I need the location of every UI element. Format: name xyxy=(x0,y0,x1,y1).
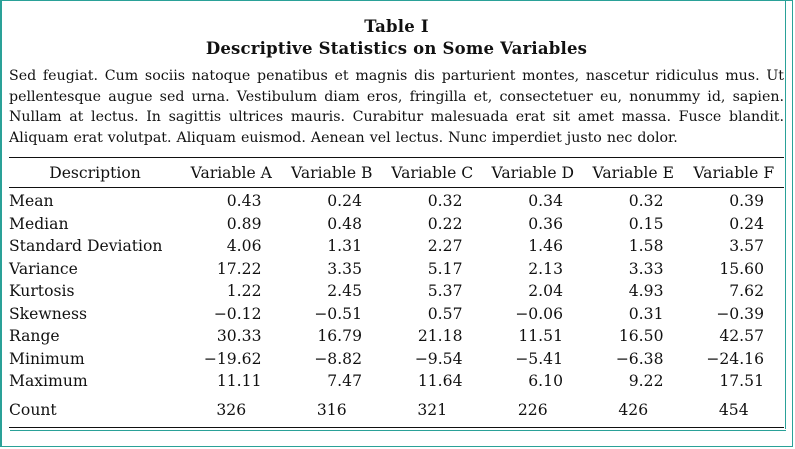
table-row-count xyxy=(9,393,784,427)
column-header-variable-d: Variable D xyxy=(491,163,575,182)
row-label: Variance xyxy=(9,259,78,278)
column-header-variable-c: Variable C xyxy=(391,163,474,182)
caption-line: Nullam at lectus. In sagittis ultrices mauris. Curabitur malesuada erat sit amet massa. Fusce blandit. xyxy=(9,109,784,125)
table-row xyxy=(9,235,784,258)
table-cell: 42.57 xyxy=(719,327,764,346)
table-row xyxy=(9,258,784,281)
table-cell: 2.27 xyxy=(427,237,463,256)
row-label: Minimum xyxy=(9,349,85,368)
table-cell: 1.46 xyxy=(528,237,563,256)
table-cell: 9.22 xyxy=(628,372,664,391)
row-label: Mean xyxy=(9,192,54,211)
table-cell: 2.45 xyxy=(327,282,362,301)
table-cell: 0.22 xyxy=(427,214,463,233)
table-cell: 426 xyxy=(618,400,649,419)
column-header-variable-b: Variable B xyxy=(291,163,373,182)
table-cell: 30.33 xyxy=(216,327,262,346)
table-cell: 2.13 xyxy=(528,259,563,278)
table-cell: 1.58 xyxy=(628,237,664,256)
table-cell: 0.32 xyxy=(427,192,463,211)
table-bottom-rule xyxy=(9,427,784,428)
table-cell: 11.64 xyxy=(417,372,463,391)
table-cell: 0.15 xyxy=(628,214,664,233)
table-row xyxy=(9,348,784,371)
table-cell: 16.50 xyxy=(618,327,664,346)
table-cell: 1.31 xyxy=(327,237,362,256)
table-cell: 21.18 xyxy=(417,327,463,346)
table-cell: −19.62 xyxy=(203,349,262,368)
table-header-row xyxy=(9,158,784,187)
table-cell: 326 xyxy=(216,400,247,419)
table-caption xyxy=(9,66,784,148)
table-cell: 6.10 xyxy=(528,372,563,391)
caption-line: pellentesque augue sed urna. Vestibulum diam eros, fringilla et, consectetuer eu, nonummy id, sapien. xyxy=(9,88,784,105)
table-cell: 0.34 xyxy=(528,192,563,211)
column-header-variable-a: Variable A xyxy=(190,163,272,182)
table-cell: 0.39 xyxy=(729,192,764,211)
table-number: Table I xyxy=(364,17,429,36)
table-row xyxy=(9,213,784,236)
table-cell: −24.16 xyxy=(706,349,764,368)
table-cell: 0.32 xyxy=(628,192,664,211)
table-cell: −8.82 xyxy=(314,349,362,368)
table-row xyxy=(9,303,784,326)
table-cell: 0.36 xyxy=(528,214,563,233)
row-label: Maximum xyxy=(9,372,88,391)
table-cell: 3.57 xyxy=(729,237,764,256)
table-cell: 4.93 xyxy=(628,282,664,301)
table-cell: 0.31 xyxy=(628,304,664,323)
table-cell: 4.06 xyxy=(226,237,262,256)
table-cell: 0.57 xyxy=(427,304,463,323)
table-row xyxy=(9,187,784,213)
table-cell: 17.51 xyxy=(719,372,764,391)
table-cell: −6.38 xyxy=(615,349,664,368)
row-label: Range xyxy=(9,327,60,346)
table-cell: 7.62 xyxy=(729,282,764,301)
table-cell: 2.04 xyxy=(528,282,563,301)
table-cell: 0.48 xyxy=(327,214,362,233)
table-row xyxy=(9,325,784,348)
table-cell: 5.37 xyxy=(427,282,463,301)
row-label: Skewness xyxy=(9,304,87,323)
caption-line: Aliquam erat volutpat. Aliquam euismod. Aenean vel lectus. Nunc imperdiet justo nec dolor. xyxy=(9,129,678,146)
statistics-table xyxy=(9,158,784,427)
column-header-variable-e: Variable E xyxy=(592,163,674,182)
table-cell: 3.35 xyxy=(327,259,362,278)
table-cell: 7.47 xyxy=(327,372,362,391)
table-cell: 0.24 xyxy=(729,214,764,233)
row-label: Kurtosis xyxy=(9,282,75,301)
table-cell: −5.41 xyxy=(515,349,563,368)
caption-line: Sed feugiat. Cum sociis natoque penatibus et magnis dis parturient montes, nascetur ridiculus mus. Ut xyxy=(9,68,784,84)
row-label: Median xyxy=(9,214,69,233)
table-row xyxy=(9,280,784,303)
table-cell: 3.33 xyxy=(628,259,664,278)
table-cell: 0.89 xyxy=(226,214,262,233)
table-cell: −0.39 xyxy=(716,304,764,323)
table-cell: −9.54 xyxy=(414,349,463,368)
table-cell: 15.60 xyxy=(719,259,764,278)
table-cell: 316 xyxy=(316,400,347,419)
table-cell: −0.12 xyxy=(213,304,262,323)
table-cell: 0.24 xyxy=(327,192,362,211)
row-label: Standard Deviation xyxy=(9,237,163,256)
row-label: Count xyxy=(9,400,57,419)
table-row xyxy=(9,370,784,393)
column-header-variable-f: Variable F xyxy=(693,163,775,182)
table-cell: 5.17 xyxy=(427,259,463,278)
column-header-description: Description xyxy=(49,163,141,182)
table-cell: 226 xyxy=(517,400,548,419)
table-cell: 11.51 xyxy=(518,327,563,346)
table-title: Descriptive Statistics on Some Variables xyxy=(205,39,588,58)
table-cell: 321 xyxy=(417,400,448,419)
table-cell: −0.51 xyxy=(314,304,362,323)
table-cell: 11.11 xyxy=(216,372,262,391)
table-cell: 1.22 xyxy=(226,282,262,301)
table-cell: 16.79 xyxy=(317,327,362,346)
table-cell: 454 xyxy=(718,400,749,419)
table-cell: 0.43 xyxy=(226,192,262,211)
table-cell: −0.06 xyxy=(515,304,563,323)
table-cell: 17.22 xyxy=(216,259,262,278)
